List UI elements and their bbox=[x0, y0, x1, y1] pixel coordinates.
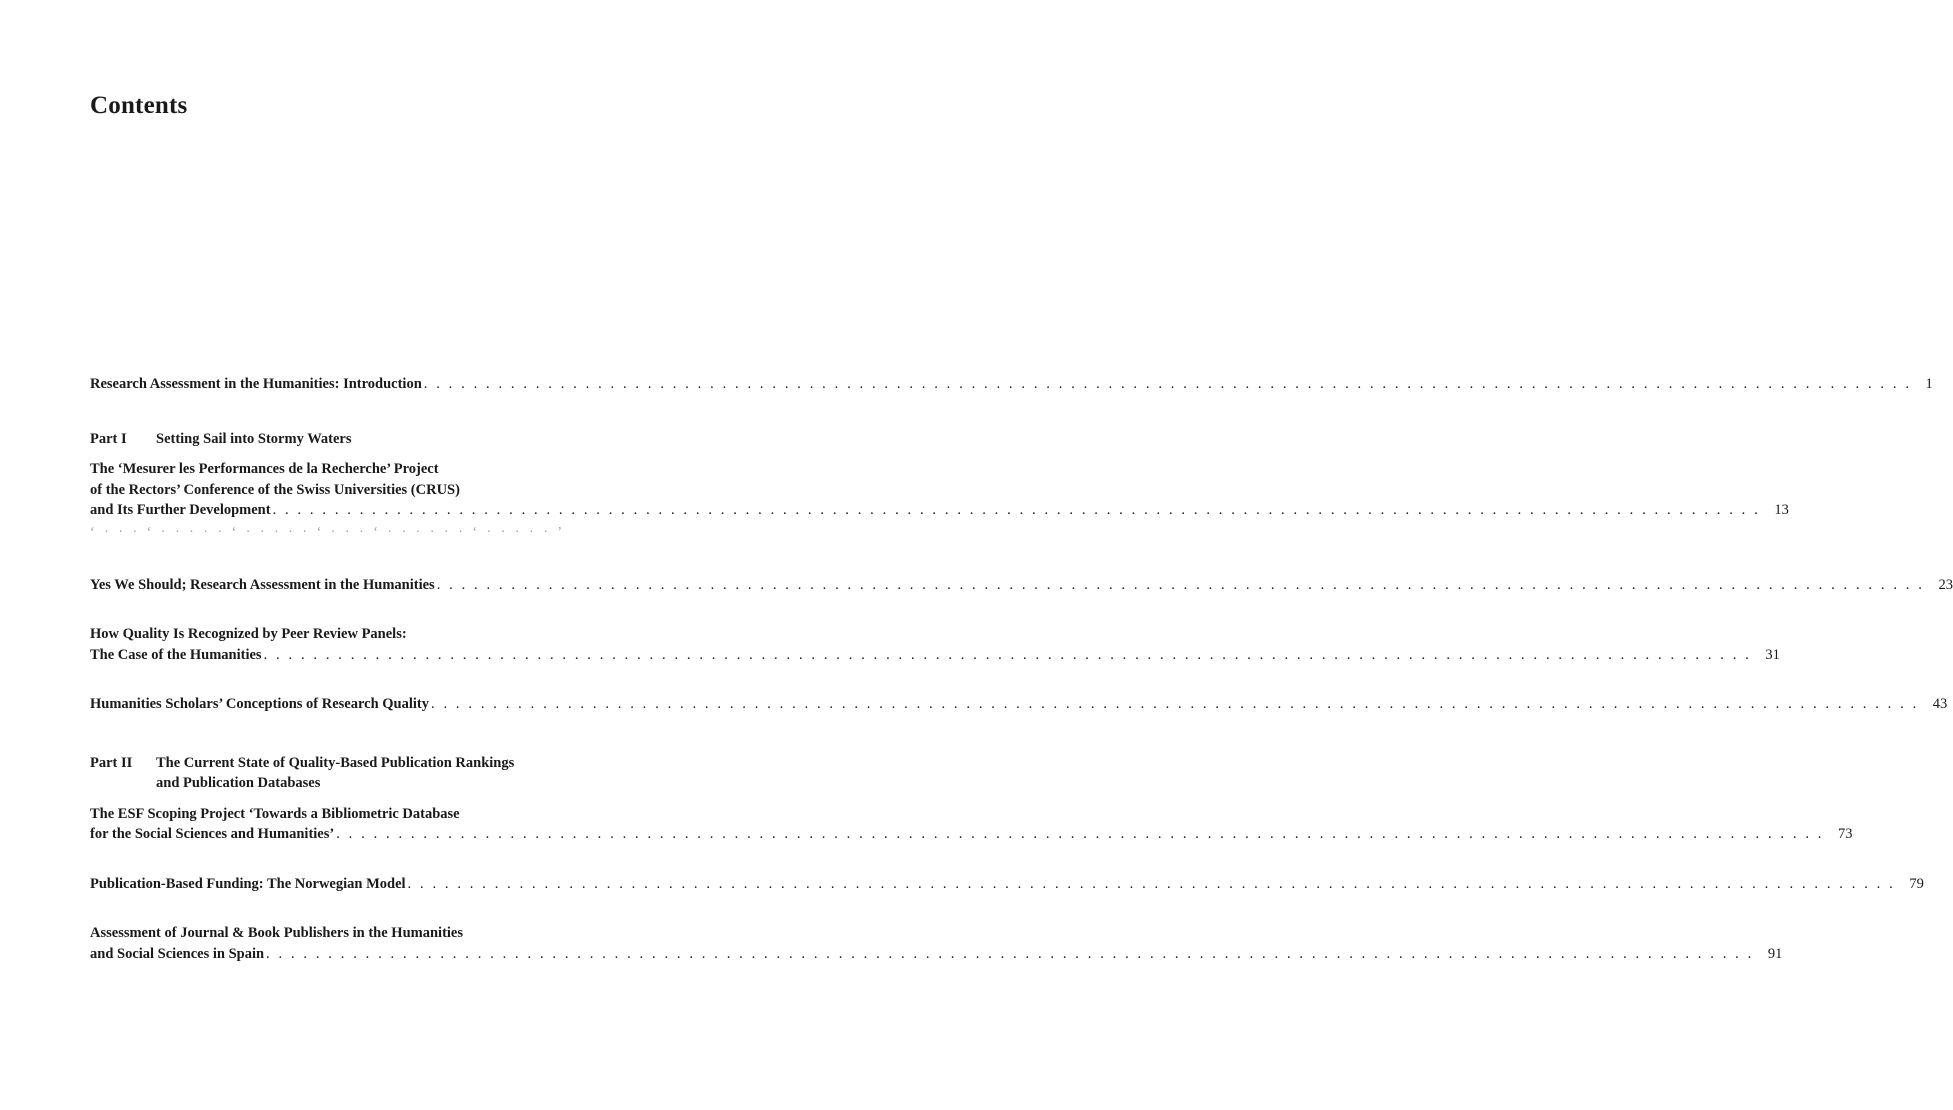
toc-entry-title-line: How Quality Is Recognized by Peer Review Panels: bbox=[90, 626, 407, 642]
part-heading-1 bbox=[90, 429, 642, 450]
toc-page-number: 43 bbox=[1932, 696, 1948, 712]
toc-page-number: 31 bbox=[1765, 646, 1780, 663]
dot-leader: . . . . . . . . . . . . . . . . . . . . . . . . . . . . . . . . . . . . . . . . . . . . . . . . . . . . . . . . . . . . . . . . . . . . . . . . . . . . . . . . . . . . . . . . . . . . . . . . . . . . . . . . . . . . . . . . . . . . . . . . bbox=[431, 696, 1919, 712]
part-label: Part II bbox=[90, 754, 133, 771]
toc-page-number: 79 bbox=[1909, 875, 1924, 892]
toc-entry[interactable] bbox=[90, 694, 1948, 715]
toc-entry[interactable] bbox=[90, 624, 1780, 665]
toc-entry-title: Publication-Based Funding: The Norwegian Model bbox=[90, 875, 406, 892]
toc-entry[interactable] bbox=[90, 804, 1853, 845]
toc-page-number: 91 bbox=[1767, 945, 1783, 962]
dot-leader: . . . . . . . . . . . . . . . . . . . . . . . . . . . . . . . . . . . . . . . . . . . . . . . . . . . . . . . . . . . . . . . . . . . . . . . . . . . . . . . . . . . . . . . . . . . . . . . . . . . . . . . . . . . . . . . . . . . . . . . . bbox=[263, 646, 1752, 663]
toc-entry-title: Humanities Scholars’ Conceptions of Research Quality bbox=[90, 696, 430, 712]
dot-leader: . . . . . . . . . . . . . . . . . . . . . . . . . . . . . . . . . . . . . . . . . . . . . . . . . . . . . . . . . . . . . . . . . . . . . . . . . . . . . . . . . . . . . . . . . . . . . . . . . . . . . . . . . . . . . . . . . . . . . . . . bbox=[272, 502, 1761, 518]
part-title-continuation: and Publication Databases bbox=[156, 775, 321, 791]
dot-leader: . . . . . . . . . . . . . . . . . . . . . . . . . . . . . . . . . . . . . . . . . . . . . . . . . . . . . . . . . . . . . . . . . . . . . . . . . . . . . . . . . . . . . . . . . . . . . . . . . . . . . . . . . . . . . . . . . . . . . . . . bbox=[266, 945, 1754, 962]
toc-entry[interactable] bbox=[90, 923, 1783, 964]
toc-page-number: 13 bbox=[1774, 502, 1789, 518]
dot-leader: . . . . . . . . . . . . . . . . . . . . . . . . . . . . . . . . . . . . . . . . . . . . . . . . . . . . . . . . . . . . . . . . . . . . . . . . . . . . . . . . . . . . . . . . . . . . . . . . . . . . . . . . . . . . . . . . . . . . . . . . bbox=[407, 875, 1896, 892]
page-title: Contents bbox=[90, 92, 188, 119]
toc-entry[interactable] bbox=[90, 874, 1924, 895]
part-heading-2 bbox=[90, 753, 642, 794]
toc-entry-introduction[interactable] bbox=[90, 374, 1933, 395]
toc-entry-title-line: of the Rectors’ Conference of the Swiss Universities (CRUS) bbox=[90, 481, 460, 498]
toc-entry-title-line: The ‘Mesurer les Performances de la Recherche’ Project bbox=[90, 461, 439, 477]
cropped-text-fragment: ‘ · · · ‘ · · · · · ‘ · · · · · ‘ · · · ‘ · · · · · · ‘ · · · · · ’ bbox=[90, 525, 566, 540]
toc-entry-title-line: Assessment of Journal & Book Publishers in the Humanities bbox=[90, 925, 464, 941]
toc-entry[interactable] bbox=[90, 459, 1789, 521]
toc-page-number: 23 bbox=[1938, 576, 1953, 593]
toc-entry-title-line: and Its Further Development bbox=[90, 502, 271, 518]
toc-page-number: 1 bbox=[1925, 376, 1933, 392]
toc-entry-title-line: The Case of the Humanities bbox=[90, 646, 262, 663]
toc-entry-title-line: and Social Sciences in Spain bbox=[90, 945, 265, 962]
toc-entry[interactable] bbox=[90, 575, 1953, 596]
dot-leader: . . . . . . . . . . . . . . . . . . . . . . . . . . . . . . . . . . . . . . . . . . . . . . . . . . . . . . . . . . . . . . . . . . . . . . . . . . . . . . . . . . . . . . . . . . . . . . . . . . . . . . . . . . . . . . . . . . . . . . . . bbox=[423, 376, 1912, 392]
toc-entry-title-line: for the Social Sciences and Humanities’ bbox=[90, 826, 335, 842]
part-title: Setting Sail into Stormy Waters bbox=[156, 430, 352, 447]
dot-leader: . . . . . . . . . . . . . . . . . . . . . . . . . . . . . . . . . . . . . . . . . . . . . . . . . . . . . . . . . . . . . . . . . . . . . . . . . . . . . . . . . . . . . . . . . . . . . . . . . . . . . . . . . . . . . . . . . . . . . . . . bbox=[436, 576, 1925, 593]
toc-entry-title: Research Assessment in the Humanities: Introduction bbox=[90, 376, 422, 392]
toc-entry-title: Yes We Should; Research Assessment in the Humanities bbox=[90, 576, 435, 593]
part-title: The Current State of Quality-Based Publication Rankings bbox=[156, 754, 515, 771]
part-label: Part I bbox=[90, 430, 127, 447]
table-of-contents bbox=[90, 374, 1953, 964]
toc-entry-title-line: The ESF Scoping Project ‘Towards a Bibliometric Database bbox=[90, 805, 460, 822]
toc-page-number: 73 bbox=[1838, 826, 1853, 842]
dot-leader: . . . . . . . . . . . . . . . . . . . . . . . . . . . . . . . . . . . . . . . . . . . . . . . . . . . . . . . . . . . . . . . . . . . . . . . . . . . . . . . . . . . . . . . . . . . . . . . . . . . . . . . . . . . . . . . . . . . . . . . . bbox=[336, 826, 1824, 842]
